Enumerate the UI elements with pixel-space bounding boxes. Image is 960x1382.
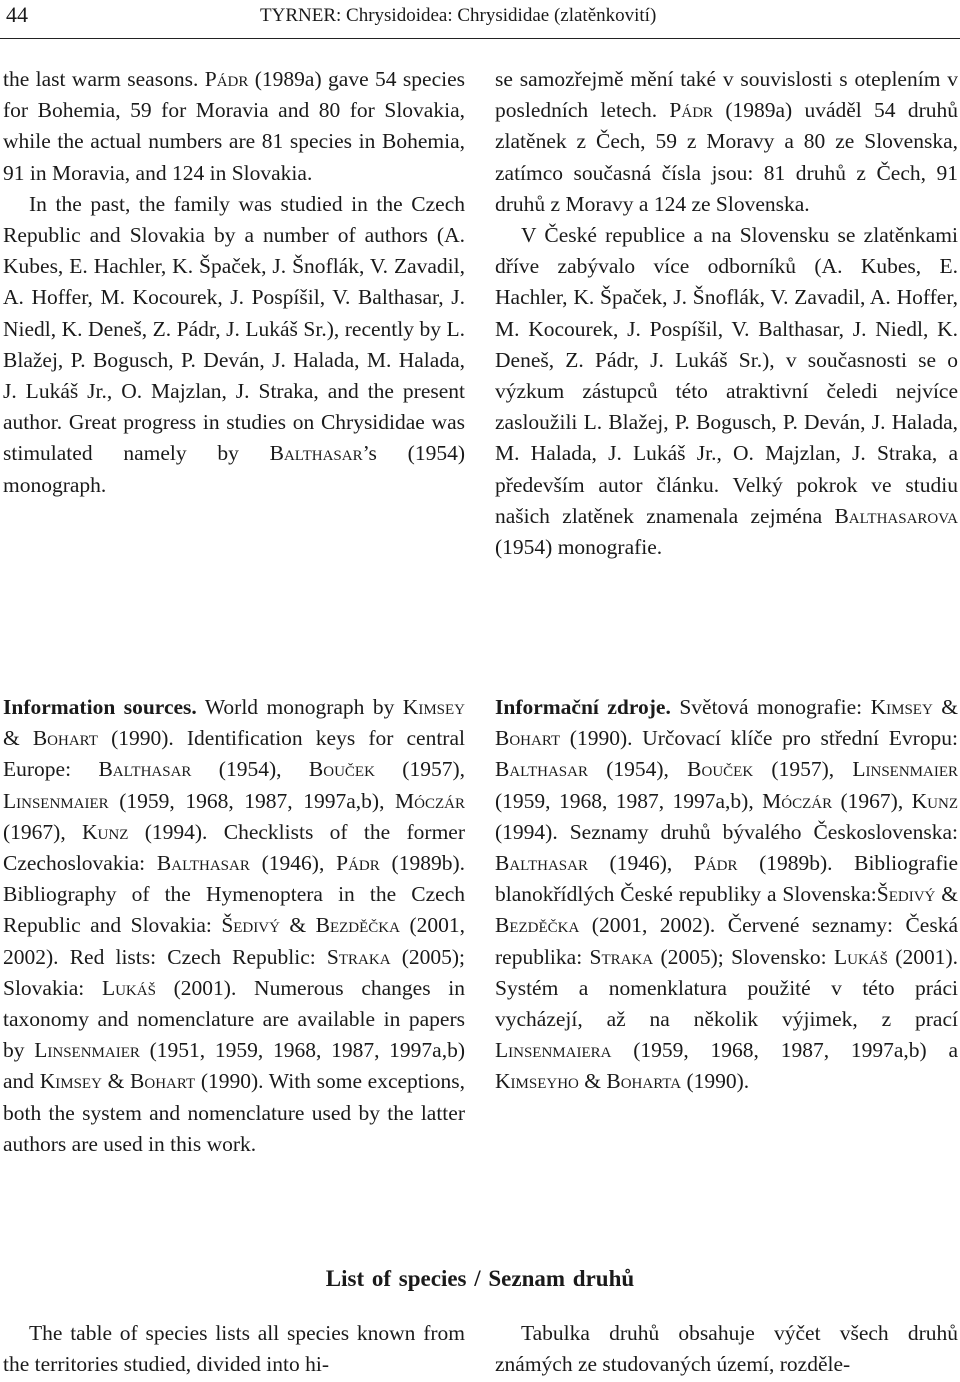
text-run: In the past, the family was studied in the Czech Republic and Slovakia by a number of authors (A. Kubes, E. Hachler, K. Špaček, J. Šnoflák, V. Zavadil, A. Hoffer, M. Kocourek, J. Pospíšil, V. Balthasar, J. Niedl, K. Deneš, Z. Pádr, J. Lukáš Sr.), recently by L. Blažej, P. Bogusch, P. Deván, J. Halada, M. Halada, J. Lukáš Jr., O. Majzlan, J. Straka, and the present author. Great progress in studies on Chrysididae was stimulated namely by — [3, 191, 465, 466]
text-run: (1990). Identification keys for central Europe: — [3, 726, 465, 782]
text-run: & — [578, 1069, 607, 1094]
list-cz-paragraph: Tabulka druhů obsahuje výčet všech druhů známých ze studovaných území, rozděle- — [495, 1321, 958, 1377]
author-name: Balthasar — [269, 441, 363, 466]
author-name: Móczár — [395, 788, 465, 813]
intro-cz-paragraph-1 — [495, 64, 958, 220]
author-name: Kunz — [911, 788, 958, 813]
author-name: Pádr — [693, 851, 738, 876]
text-run: (1989b). Bibliografie blanokřídlých České republiky a Slovenska: — [495, 851, 958, 907]
intro-en-paragraph-1 — [3, 64, 465, 189]
text-run: (1959, 1968, 1987, 1997a,b), — [495, 788, 763, 813]
text-run: & — [932, 695, 958, 719]
author-name: Bouček — [308, 757, 375, 782]
text-run: (2001, 2002). Červené seznamy: Česká republika: — [495, 913, 958, 969]
author-name: Straka — [326, 944, 391, 969]
text-run: (1959, 1968, 1987, 1997a,b) a — [611, 1038, 958, 1063]
intro-en-paragraph-2 — [3, 189, 465, 501]
sources-czech-column — [495, 692, 958, 1098]
sources-cz-paragraph — [495, 692, 958, 1098]
text-run: (2005); Slovakia: — [3, 944, 465, 1000]
author-name: Bohart — [495, 726, 561, 751]
author-name: Kimsey — [39, 1069, 102, 1094]
text-run: the last warm seasons. — [3, 67, 205, 91]
author-name: Bohart — [32, 726, 98, 751]
text-run: (1990). With some exceptions, both the system and nomenclature used by the latter authors are used in this work. — [3, 1069, 465, 1156]
author-name: Kimsey — [402, 695, 465, 719]
author-name: Balthasar — [495, 851, 588, 876]
intro-english-column — [3, 64, 465, 501]
author-name: Bezděčka — [315, 913, 400, 938]
author-name: Pádr — [669, 98, 714, 123]
author-name: Pádr — [336, 851, 380, 876]
text-run: & — [935, 882, 958, 907]
text-run: (1989a) uváděl 54 druhů zlatěnek z Čech, 59 z Moravy a 80 ze Slovenska, zatímco současná čísla jsou: 81 druhů z Čech, 91 druhů z Moravy a 124 ze Slovenska. — [495, 98, 958, 216]
author-name: Straka — [589, 944, 654, 969]
intro-czech-column — [495, 64, 958, 563]
header-rule — [0, 38, 960, 39]
text-run: ’s (1954) monograph. — [3, 441, 465, 497]
text-run: (1994). Seznamy druhů bývalého Československa: — [495, 819, 958, 844]
author-name: Šedivý — [876, 882, 936, 907]
text-run: & — [279, 913, 316, 938]
text-run: (2001). Numerous changes in taxonomy and nomenclature are available in papers by — [3, 975, 466, 1063]
text-run: (1994). Checklists of the former Czechoslovakia: — [3, 819, 465, 876]
author-name: Linsenmaiera — [495, 1038, 612, 1063]
text-run: (1967), — [832, 788, 912, 813]
text-run: (1959, 1968, 1987, 1997a,b), — [108, 788, 396, 813]
author-name: Balthasar — [98, 757, 192, 782]
author-name: Bouček — [687, 757, 754, 782]
author-name: Bezděčka — [495, 913, 580, 938]
text-run: (2001). Systém a nomenklatura použité v této práci vycházejí, až na několik výjimek, z prací — [495, 944, 958, 1032]
author-name: Linsenmaier — [3, 788, 109, 813]
list-of-species-heading: List of species / Seznam druhů — [325, 1266, 635, 1291]
text-run: V České republice a na Slovensku se zlatěnkami dříve zabývalo více odborníků (A. Kubes, E. Hachler, K. Špaček, J. Šnoflák, V. Zavadil, A. Hoffer, M. Kocourek, J. Pospíšil, V. Balthasar, J. Niedl, K. Deneš, Z. Pádr, J. Lukáš Sr.), v současnosti se o výzkum zástupců této atraktivní čeledi nejvíce zasloužili L. Blažej, P. Bogusch, P. Deván, J. Halada, M. Halada, J. Lukáš Jr., O. Majzlan, J. Straka, a především autor článku. Velký pokrok ve studiu našich zlatěnek znamenala zejména — [495, 223, 958, 528]
author-name: Kimseyho — [495, 1069, 579, 1094]
page-header — [0, 0, 960, 38]
text-run: (1946), — [249, 851, 337, 876]
sources-english-column — [3, 692, 465, 1160]
sources-en-heading: Information sources. — [3, 695, 197, 719]
intro-cz-paragraph-2 — [495, 220, 958, 563]
text-run: (1954), — [587, 757, 688, 782]
text-run: (1957), — [753, 757, 853, 782]
text-run: se samozřejmě mění také v souvislosti s oteplením v posledních letech. — [495, 67, 958, 123]
author-name: Lukáš — [101, 975, 156, 1000]
text-run: World monograph by — [196, 695, 403, 719]
author-name: Linsenmaier — [34, 1038, 140, 1063]
sources-cz-heading: Informační zdroje. — [495, 695, 671, 719]
author-name: Linsenmaier — [852, 757, 958, 782]
list-english-column — [3, 1318, 465, 1380]
text-run: & — [3, 726, 33, 751]
text-run: (2005); Slovensko: — [653, 944, 834, 969]
text-run: (1954) monografie. — [495, 535, 663, 560]
list-en-paragraph: The table of species lists all species known from the territories studied, divided into hi- — [3, 1321, 465, 1377]
text-run: & — [101, 1069, 131, 1094]
text-run: Světová monografie: — [670, 695, 871, 719]
sources-en-paragraph — [3, 692, 465, 1160]
text-run: (2001, 2002). Red lists: Czech Republic: — [3, 913, 465, 969]
author-name: Kimsey — [870, 695, 933, 719]
text-run: (1989a) gave 54 species for Bohemia, 59 for Moravia and 80 for Slovakia, while the actual numbers are 81 species in Bohemia, 91 in Moravia, and 124 in Slovakia. — [3, 67, 465, 185]
text-run: (1990). Určovací klíče pro střední Evropu: — [560, 726, 958, 751]
text-run: (1946), — [587, 851, 694, 876]
text-run: (1954), — [191, 757, 309, 782]
author-name: Kunz — [82, 819, 129, 844]
list-czech-column — [495, 1318, 958, 1380]
text-run: (1957), — [374, 757, 465, 782]
author-name: Boharta — [606, 1069, 682, 1094]
text-run: (1990). — [681, 1069, 750, 1094]
author-name: Móczár — [762, 788, 833, 813]
author-name: Lukáš — [833, 944, 888, 969]
author-name: Šedivý — [221, 913, 280, 938]
author-name: Pádr — [204, 67, 249, 91]
author-name: Balthasarova — [834, 503, 958, 528]
page-number: 44 — [6, 2, 28, 27]
text-run: (1967), — [3, 819, 83, 844]
author-name: Bohart — [130, 1069, 196, 1094]
text-run: (1951, 1959, 1968, 1987, 1997a,b) and — [3, 1038, 465, 1094]
author-name: Balthasar — [495, 757, 588, 782]
author-name: Balthasar — [156, 851, 250, 876]
running-title: TYRNER: Chrysidoidea: Chrysididae (zlatěnkovití) — [260, 5, 657, 26]
text-run: (1989b). Bibliography of the Hymenoptera in the Czech Republic and Slovakia: — [3, 851, 465, 938]
